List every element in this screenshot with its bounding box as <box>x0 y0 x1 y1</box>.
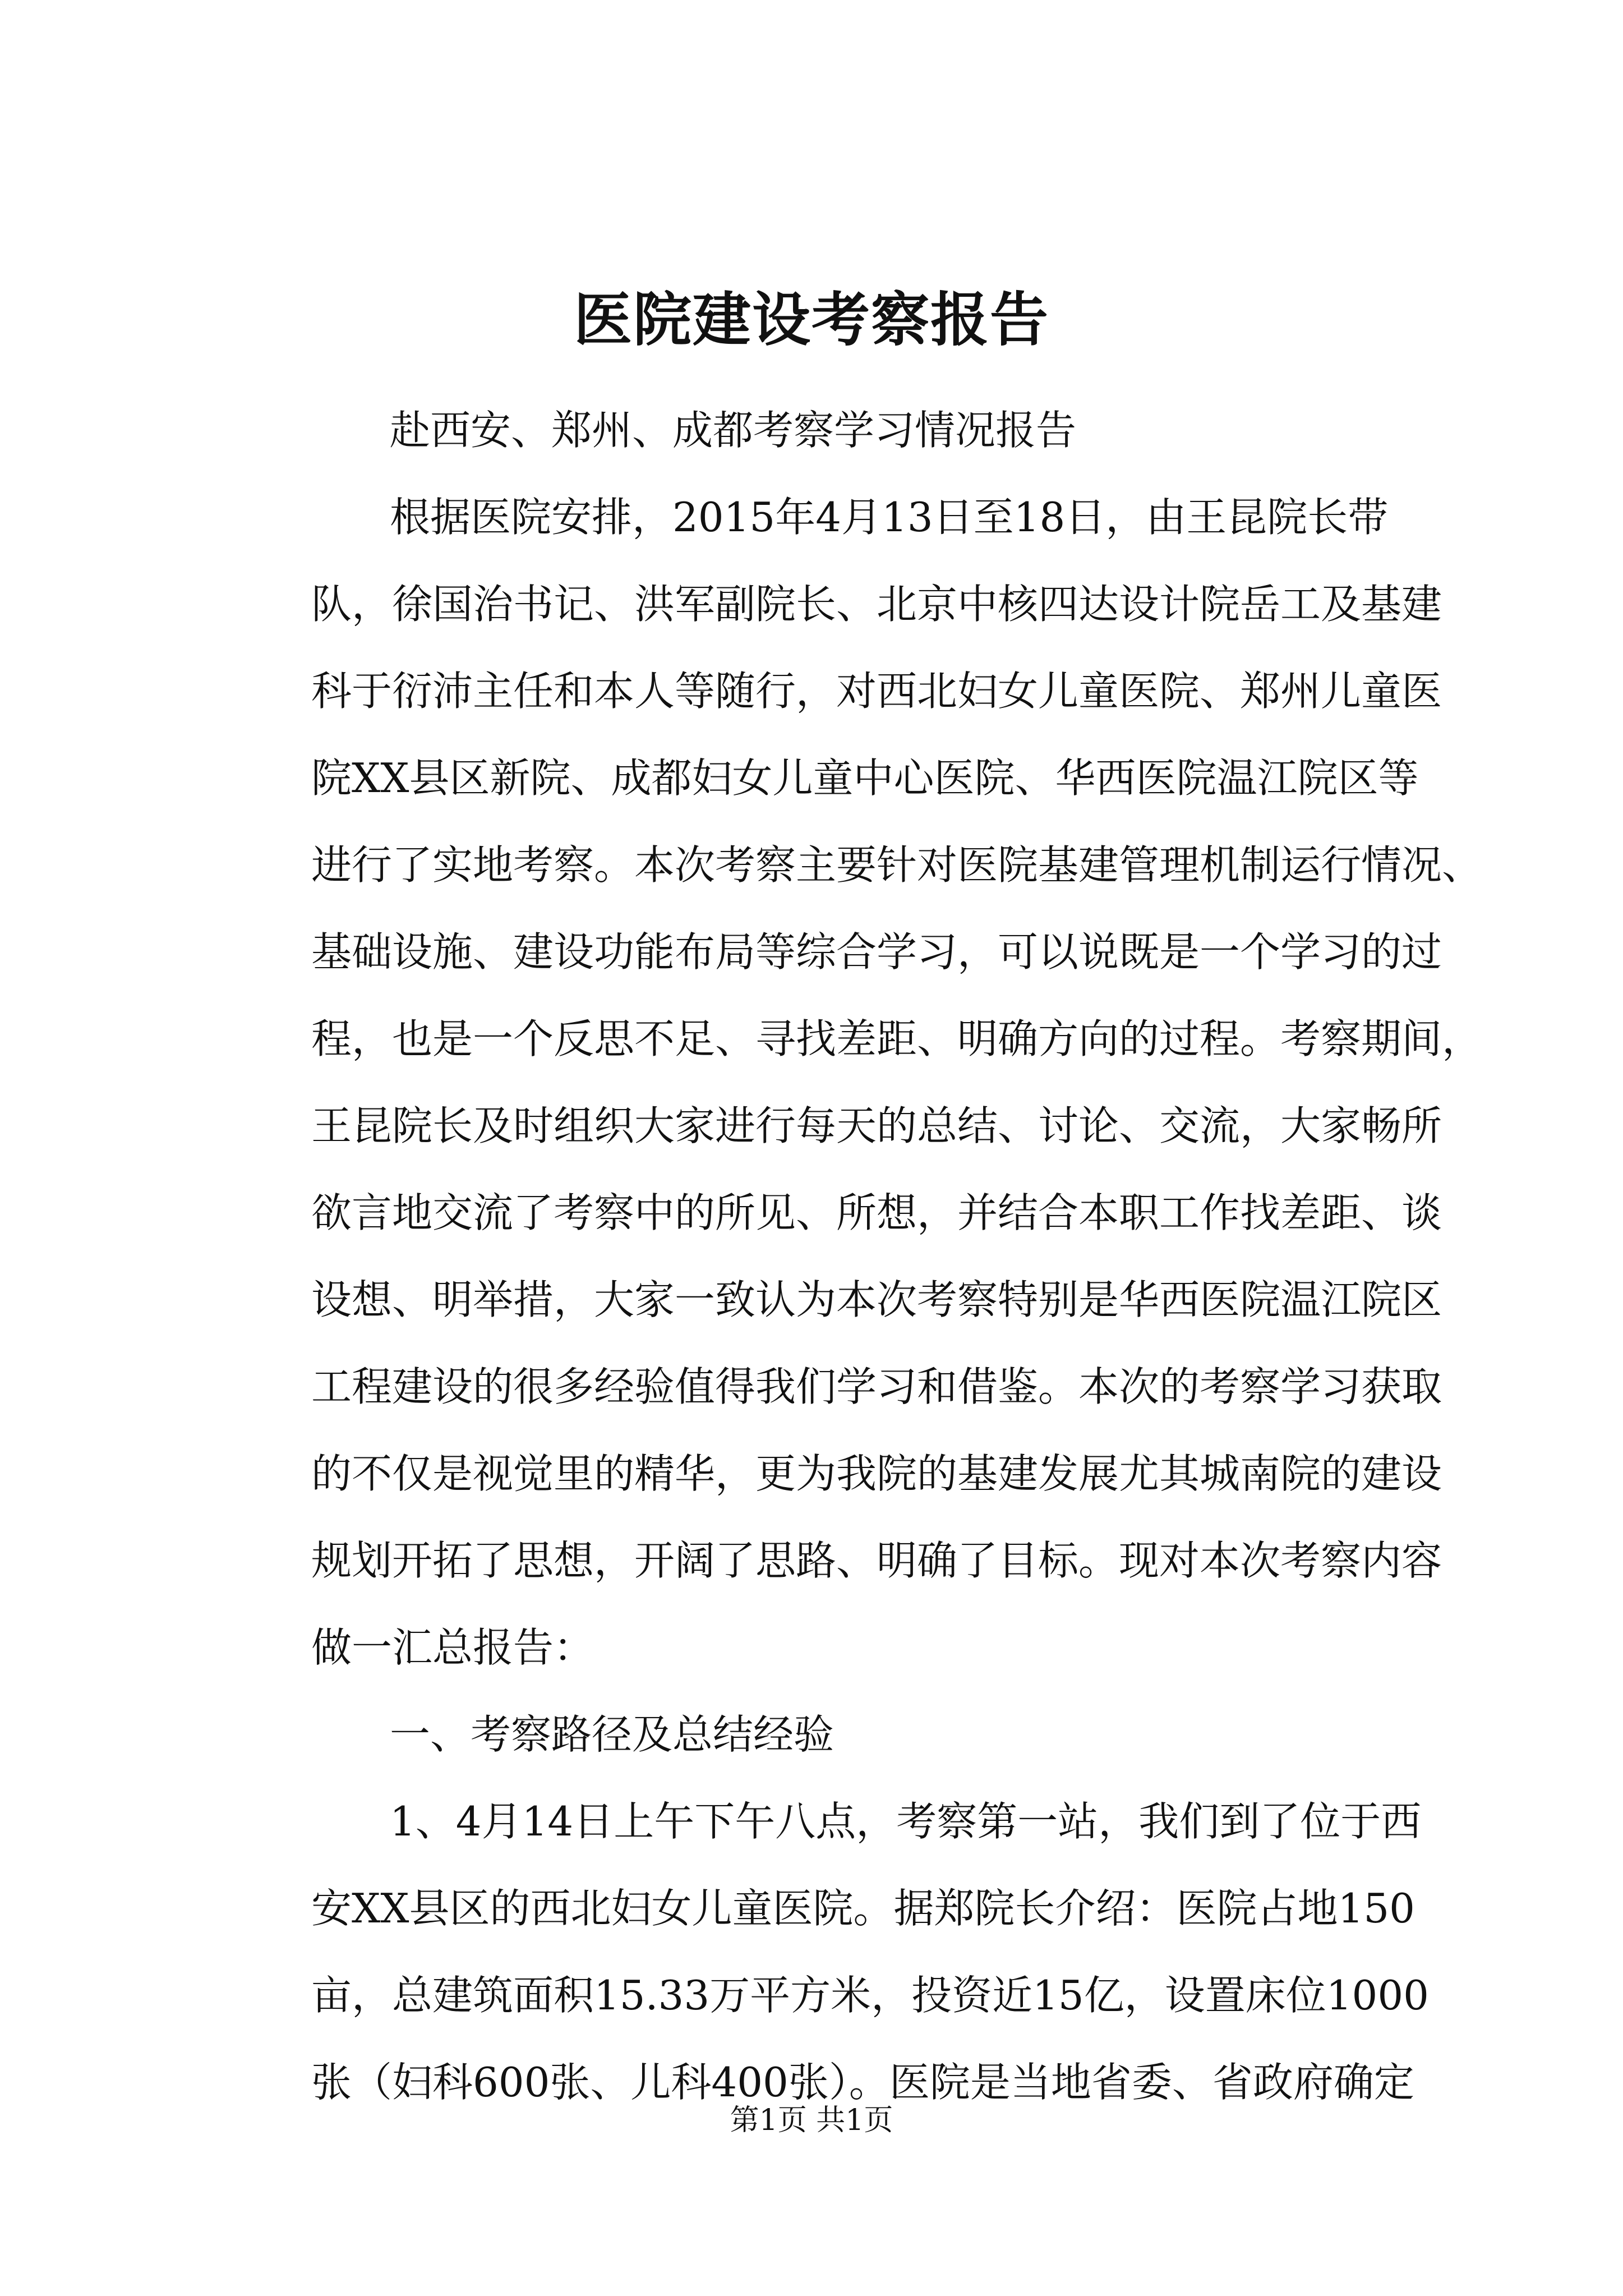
paragraph-line: 安XX县区的西北妇女儿童医院。据郑院长介绍：医院占地150 <box>311 1885 1415 1932</box>
document-title: 医院建设考察报告 <box>573 285 1049 354</box>
paragraph-line: 工程建设的很多经验值得我们学习和借鉴。本次的考察学习获取 <box>311 1363 1442 1410</box>
paragraph-line: 欲言地交流了考察中的所见、所想，并结合本职工作找差距、谈 <box>311 1189 1442 1236</box>
paragraph-line: 科于衍沛主任和本人等随行，对西北妇女儿童医院、郑州儿童医 <box>311 668 1442 715</box>
page-footer: 第1页 共1页 <box>730 2104 893 2137</box>
paragraph-line: 院XX县区新院、成都妇女儿童中心医院、华西医院温江院区等 <box>311 754 1419 802</box>
paragraph-line: 王昆院长及时组织大家进行每天的总结、讨论、交流，大家畅所 <box>311 1102 1442 1149</box>
paragraph-line: 规划开拓了思想，开阔了思路、明确了目标。现对本次考察内容 <box>311 1537 1442 1584</box>
paragraph-line: 进行了实地考察。本次考察主要针对医院基建管理机制运行情况、 <box>311 841 1483 889</box>
paragraph-line: 设想、明举措，大家一致认为本次考察特别是华西医院温江院区 <box>311 1276 1442 1323</box>
section-heading: 一、考察路径及总结经验 <box>390 1711 834 1758</box>
paragraph-line: 基础设施、建设功能布局等综合学习，可以说既是一个学习的过 <box>311 928 1442 976</box>
paragraph-line: 程，也是一个反思不足、寻找差距、明确方向的过程。考察期间， <box>311 1015 1483 1062</box>
document-body <box>311 387 1483 2126</box>
subtitle-line: 赴西安、郑州、成都考察学习情况报告 <box>390 407 1077 454</box>
paragraph-line: 的不仅是视觉里的精华，更为我院的基建发展尤其城南院的建设 <box>311 1450 1442 1497</box>
paragraph-line: 亩，总建筑面积15.33万平方米，投资近15亿，设置床位1000 <box>311 1972 1429 2019</box>
paragraph-line: 1、4月14日上午下午八点，考察第一站，我们到了位于西 <box>390 1798 1422 1845</box>
paragraph-line: 做一汇总报告： <box>311 1624 594 1671</box>
paragraph-line: 根据医院安排，2015年4月13日至18日，由王昆院长带 <box>390 494 1389 541</box>
paragraph-line: 张（妇科600张、儿科400张）。医院是当地省委、省政府确定 <box>311 2059 1414 2106</box>
paragraph-line: 队，徐国治书记、洪军副院长、北京中核四达设计院岳工及基建 <box>311 581 1442 628</box>
